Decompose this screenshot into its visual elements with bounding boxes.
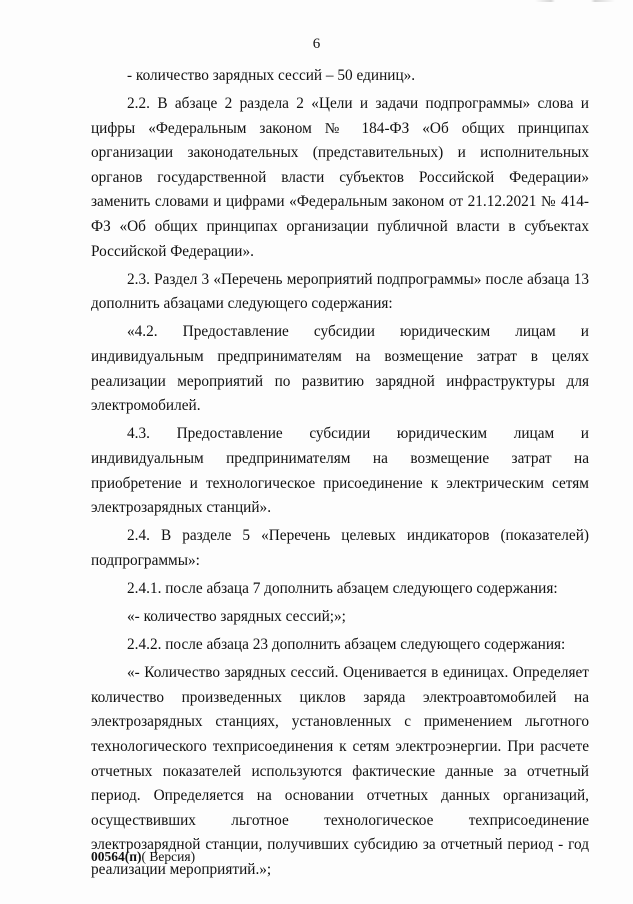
footer-version: ( Версия) (141, 849, 196, 864)
paragraph-quote-sessions: «- количество зарядных сессий;»; (127, 607, 346, 625)
paragraph-2-2: 2.2. В абзаце 2 раздела 2 «Цели и задачи подпрограммы» слова и цифры «Федеральным законом № 184-ФЗ «Об общих принципах организации законодательных (представительных) и исполнительных органов государственной власти субъектов Российской Федерации» заменить словами и цифрами «Федеральным законом от 21.12.2021 № 414-ФЗ «Об общих принципах организации публичной власти в субъектах Российской Федерации». (91, 95, 589, 260)
page-number: 6 (312, 36, 321, 52)
paragraph-2-4-2: 2.4.2. после абзаца 23 дополнить абзацем следующего содержания: (127, 636, 566, 654)
footer (91, 848, 195, 866)
paragraph-1: - количество зарядных сессий – 50 единиц». (127, 67, 416, 84)
paragraph-2-4-1: 2.4.1. после абзаца 7 дополнить абзацем следующего содержания: (127, 579, 558, 597)
paragraph-2-4: 2.4. В разделе 5 «Перечень целевых индикаторов (показателей) подпрограммы»: (91, 527, 589, 569)
paragraph-4-2: «4.2. Предоставление субсидии юридическим лицам и индивидуальным предпринимателям на возмещение затрат в целях реализации мероприятий по развитию зарядной инфраструктуры для электромобилей. (91, 323, 589, 415)
footer-document-code: 00564(п) (91, 849, 142, 864)
paragraph-definition: «- Количество зарядных сессий. Оценивается в единицах. Определяет количество произведенных циклов заряда электроавтомобилей на электрозарядных станциях, установленных с применением льготного технологического техприсоединения к сетям электроэнергии. При расчете отчетных показателей используются фактические данные за отчетный период. Определяется на основании отчетных данных организаций, осуществивших льготное технологическое техприсоединение электрозарядной станции, получивших субсидию за отчетный период - год реализации мероприятий.»; (91, 664, 589, 878)
paragraph-4-3: 4.3. Предоставление субсидии юридическим лицам и индивидуальным предпринимателям на возмещение затрат на приобретение и технологическое присоединение к электрическим сетям электрозарядных станций». (91, 425, 589, 517)
document-body (91, 64, 589, 886)
scan-artifact (535, 0, 615, 2)
paragraph-2-3: 2.3. Раздел 3 «Перечень мероприятий подпрограммы» после абзаца 13 дополнить абзацами следующего содержания: (91, 270, 589, 313)
